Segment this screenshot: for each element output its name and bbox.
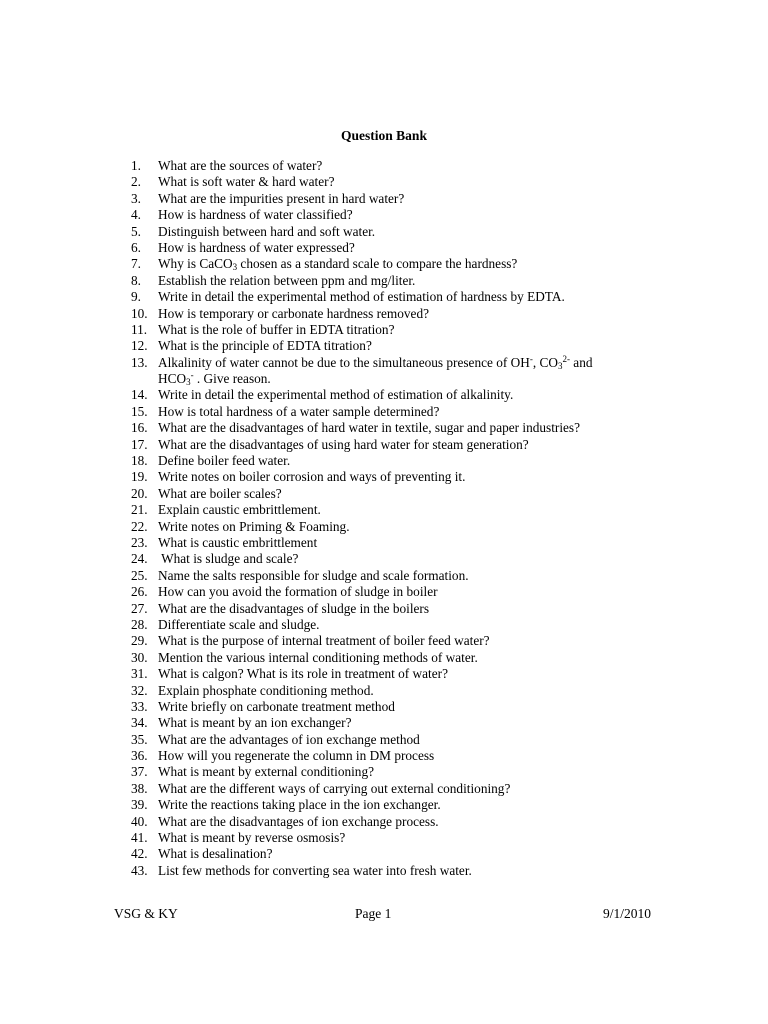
- question-number: 3.: [131, 190, 141, 206]
- question-text: What are the disadvantages of hard water in textile, sugar and paper industries?: [158, 420, 581, 436]
- question-item: [131, 748, 691, 764]
- question-text: Distinguish between hard and soft water.: [158, 223, 376, 239]
- question-number: 21.: [131, 502, 148, 518]
- question-number: 14.: [131, 387, 148, 403]
- question-number: 15.: [131, 403, 148, 419]
- question-item: [131, 355, 691, 388]
- question-item: [131, 551, 691, 567]
- question-item: [131, 650, 691, 666]
- question-item: [131, 174, 691, 190]
- question-text: How can you avoid the formation of sludge in boiler: [158, 584, 438, 600]
- question-item: [131, 387, 691, 403]
- question-number: 9.: [131, 289, 141, 305]
- question-number: 35.: [131, 731, 148, 747]
- question-item: [131, 683, 691, 699]
- question-text-part: and: [569, 354, 593, 370]
- question-item: [131, 601, 691, 617]
- question-number: 41.: [131, 830, 148, 846]
- question-text: How will you regenerate the column in DM process: [158, 748, 435, 764]
- superscript: 2-: [562, 353, 570, 364]
- question-text: What are the advantages of ion exchange method: [158, 731, 420, 747]
- question-item: [131, 224, 691, 240]
- question-number: 7.: [131, 256, 141, 272]
- question-text: Define boiler feed water.: [158, 453, 291, 469]
- question-item: [131, 191, 691, 207]
- question-text: Establish the relation between ppm and mg/liter.: [158, 272, 416, 288]
- question-number: 30.: [131, 649, 148, 665]
- question-number: 28.: [131, 616, 148, 632]
- question-number: 42.: [131, 846, 148, 862]
- question-number: 4.: [131, 207, 141, 223]
- question-text: Name the salts responsible for sludge and scale formation.: [158, 567, 469, 583]
- question-text: What is meant by reverse osmosis?: [158, 830, 346, 846]
- question-item: [131, 240, 691, 256]
- question-number: 23.: [131, 535, 148, 550]
- question-number: 26.: [131, 584, 148, 600]
- question-number: 10.: [131, 305, 148, 321]
- question-item: [131, 289, 691, 305]
- question-number: 17.: [131, 436, 148, 452]
- subscript: 3: [232, 262, 238, 273]
- question-text: What is soft water & hard water?: [158, 174, 335, 190]
- question-number: 40.: [131, 813, 148, 829]
- question-number: 25.: [131, 567, 148, 583]
- question-item: [131, 404, 691, 420]
- question-item: [131, 797, 691, 813]
- superscript: -: [529, 353, 533, 364]
- question-item: [131, 502, 691, 518]
- footer-author: VSG & KY: [114, 906, 178, 921]
- question-text: Write notes on Priming & Foaming.: [158, 518, 350, 534]
- question-text: How is total hardness of a water sample determined?: [158, 403, 440, 419]
- question-item: [131, 486, 691, 502]
- question-number: 34.: [131, 715, 148, 731]
- question-text: What are the disadvantages of sludge in the boilers: [158, 600, 430, 616]
- question-text: Differentiate scale and sludge.: [158, 616, 320, 632]
- question-text: What are boiler scales?: [158, 485, 282, 501]
- question-item: [131, 846, 691, 862]
- question-list: [131, 158, 691, 879]
- question-item: [131, 273, 691, 289]
- question-text: Write in detail the experimental method of estimation of hardness by EDTA.: [158, 289, 565, 305]
- question-item: [131, 715, 691, 731]
- question-number: 18.: [131, 453, 148, 469]
- question-item: [131, 535, 691, 551]
- question-item: [131, 781, 691, 797]
- question-text: [158, 256, 517, 272]
- question-text: What are the disadvantages of ion exchange process.: [158, 813, 439, 829]
- question-text: What is calgon? What is its role in treatment of water?: [158, 666, 448, 682]
- question-number: 38.: [131, 780, 148, 796]
- question-text-part: HCO: [158, 371, 187, 387]
- question-text: What is the purpose of internal treatment of boiler feed water?: [158, 633, 490, 649]
- question-number: 29.: [131, 633, 148, 649]
- question-text-part: chosen as a standard scale to compare the hardness?: [237, 256, 518, 272]
- question-item: [131, 519, 691, 535]
- question-text: What is desalination?: [158, 846, 273, 862]
- question-text: Write in detail the experimental method of estimation of alkalinity.: [158, 387, 514, 403]
- question-text: List few methods for converting sea water into fresh water.: [158, 862, 472, 878]
- question-item: [131, 306, 691, 322]
- question-text-part: Alkalinity of water cannot be due to the simultaneous presence of OH: [158, 354, 530, 370]
- question-text: Mention the various internal conditioning methods of water.: [158, 649, 478, 665]
- question-text: How is hardness of water classified?: [158, 207, 353, 223]
- question-item: [131, 453, 691, 469]
- question-item: [131, 617, 691, 633]
- question-text: What is sludge and scale?: [158, 551, 299, 567]
- question-number: 37.: [131, 764, 148, 780]
- question-item: [131, 814, 691, 830]
- question-text: What is the role of buffer in EDTA titration?: [158, 321, 395, 337]
- question-text: What are the different ways of carrying out external conditioning?: [158, 780, 511, 796]
- question-text: What are the impurities present in hard water?: [158, 190, 405, 206]
- question-number: 11.: [131, 321, 148, 337]
- question-number: 1.: [131, 158, 141, 173]
- question-number: 19.: [131, 469, 148, 485]
- question-text: Explain phosphate conditioning method.: [158, 682, 374, 698]
- question-text: What is meant by an ion exchanger?: [158, 715, 352, 731]
- subscript: 3: [557, 360, 563, 371]
- question-item: [131, 256, 691, 272]
- question-item: [131, 338, 691, 354]
- question-item: [131, 207, 691, 223]
- question-item: [131, 830, 691, 846]
- question-text: What is caustic embrittlement: [158, 535, 318, 550]
- question-number: 43.: [131, 862, 148, 878]
- question-text: Explain caustic embrittlement.: [158, 502, 321, 518]
- question-text: How is temporary or carbonate hardness removed?: [158, 305, 430, 321]
- footer-page-number: Page 1: [355, 906, 392, 921]
- question-number: 13.: [131, 354, 148, 370]
- question-item: [131, 699, 691, 715]
- question-item: [131, 584, 691, 600]
- question-text: [158, 355, 593, 371]
- question-item: [131, 666, 691, 682]
- question-number: 27.: [131, 600, 148, 616]
- question-text: Write briefly on carbonate treatment method: [158, 698, 395, 714]
- question-number: 5.: [131, 223, 141, 239]
- footer-date: 9/1/2010: [603, 906, 652, 921]
- question-item: [131, 732, 691, 748]
- question-item: [131, 633, 691, 649]
- question-item: [131, 568, 691, 584]
- question-text: Write the reactions taking place in the ion exchanger.: [158, 797, 441, 813]
- question-number: 12.: [131, 338, 148, 354]
- question-text: How is hardness of water expressed?: [158, 239, 355, 255]
- question-text-part: . Give reason.: [193, 371, 271, 387]
- question-number: 22.: [131, 518, 148, 534]
- question-text-line2: [158, 371, 271, 387]
- question-number: 16.: [131, 420, 148, 436]
- question-text-part: Why is CaCO: [158, 256, 233, 272]
- page-title: Question Bank: [341, 128, 427, 143]
- question-item: [131, 420, 691, 436]
- question-text: What are the sources of water?: [158, 158, 323, 173]
- question-number: 33.: [131, 698, 148, 714]
- question-item: [131, 158, 691, 174]
- question-number: 2.: [131, 174, 141, 190]
- question-text: What is meant by external conditioning?: [158, 764, 375, 780]
- question-number: 31.: [131, 666, 148, 682]
- question-number: 32.: [131, 682, 148, 698]
- question-number: 24.: [131, 551, 148, 567]
- question-number: 6.: [131, 239, 141, 255]
- question-number: 8.: [131, 272, 141, 288]
- question-number: 20.: [131, 485, 148, 501]
- subscript: 3: [186, 377, 191, 388]
- question-text-part: , CO: [532, 354, 558, 370]
- question-text: Write notes on boiler corrosion and ways of preventing it.: [158, 469, 466, 485]
- question-text: What is the principle of EDTA titration?: [158, 338, 372, 354]
- question-item: [131, 764, 691, 780]
- question-item: [131, 437, 691, 453]
- superscript: -: [190, 370, 194, 381]
- question-item: [131, 863, 691, 879]
- question-number: 36.: [131, 748, 148, 764]
- question-item: [131, 469, 691, 485]
- question-text: What are the disadvantages of using hard water for steam generation?: [158, 436, 529, 452]
- question-item: [131, 322, 691, 338]
- question-number: 39.: [131, 797, 148, 813]
